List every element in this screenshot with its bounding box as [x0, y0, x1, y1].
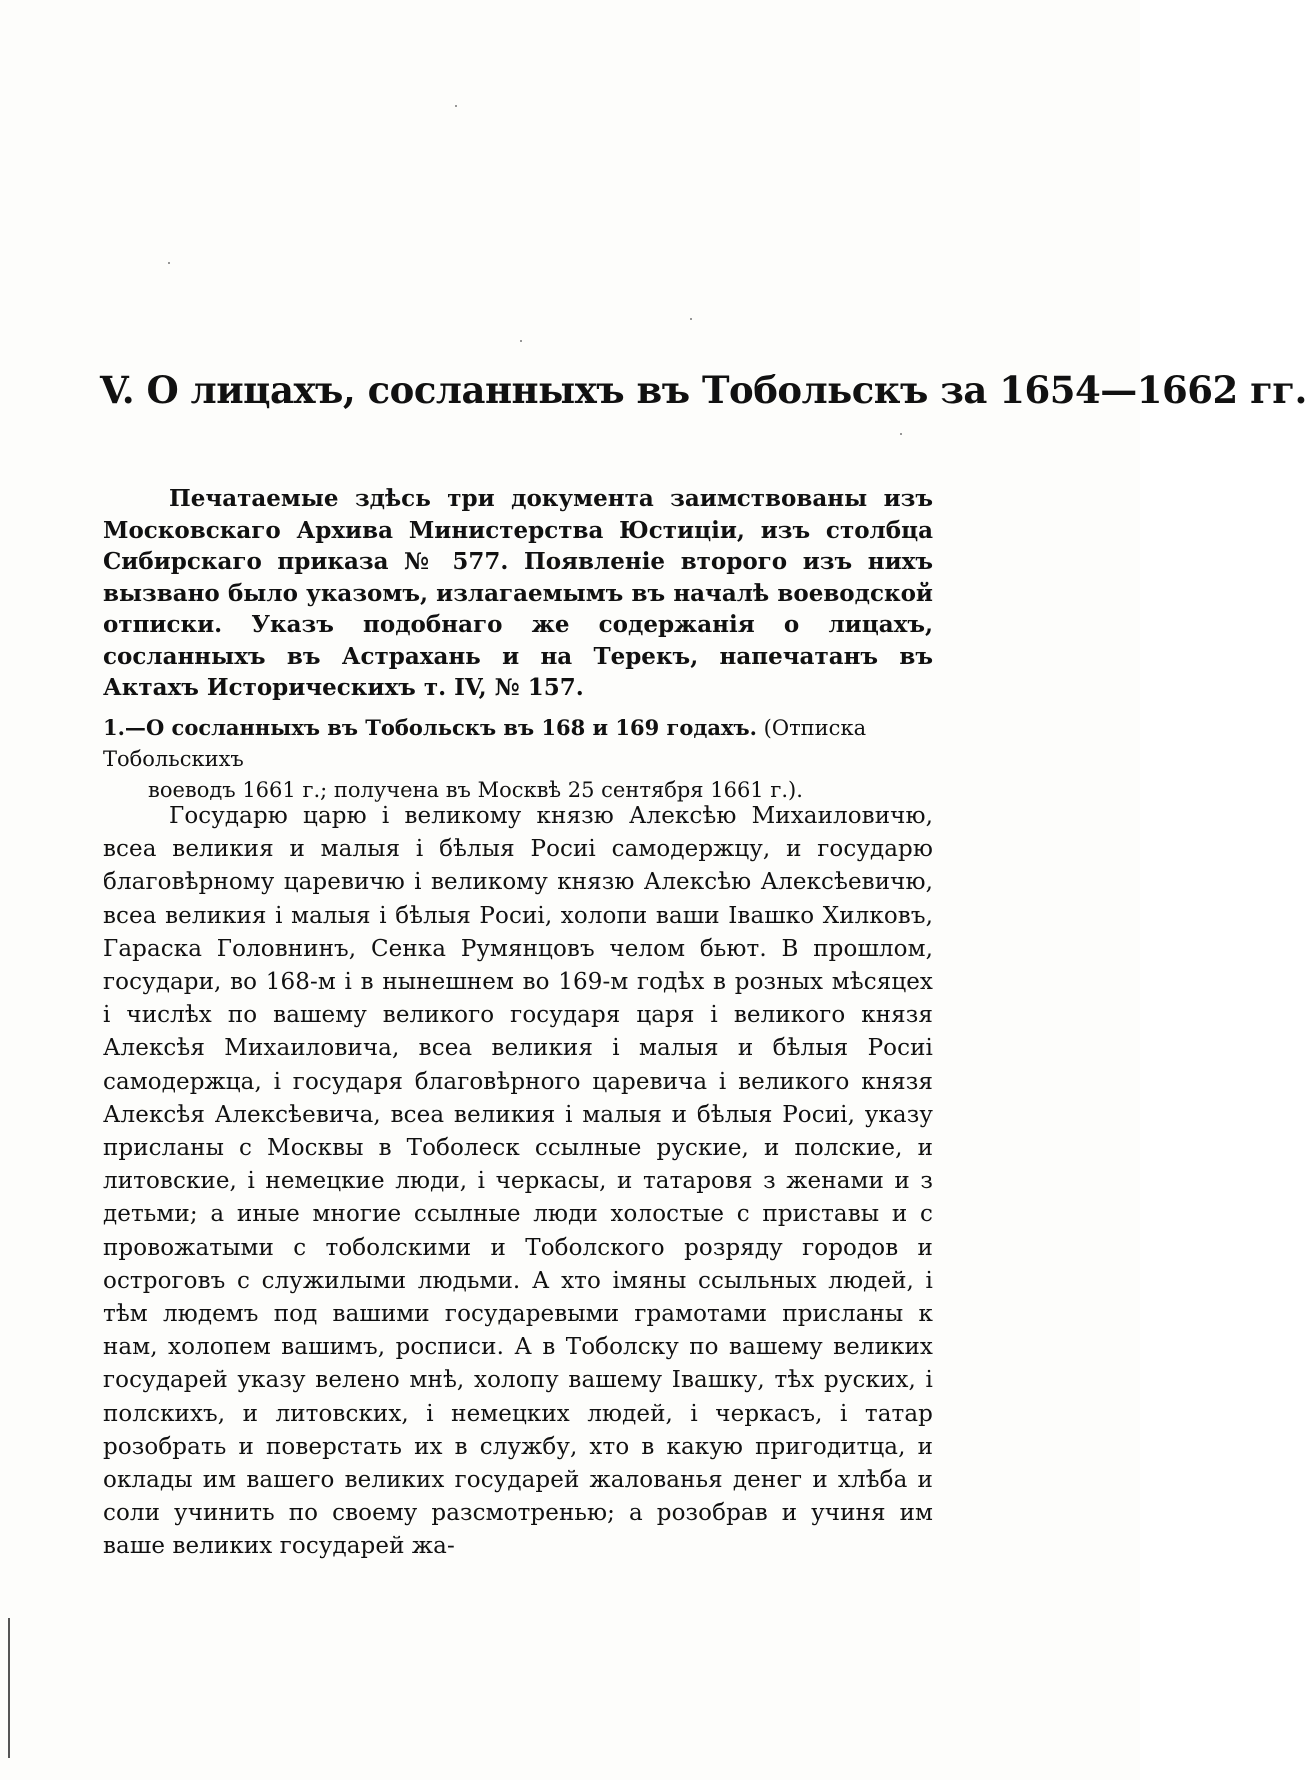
document-title: О сосланныхъ въ Тобольскъ въ 168 и 169 годахъ.	[145, 715, 757, 740]
scan-speck	[690, 318, 692, 320]
document-body	[103, 800, 933, 1564]
scan-edge-mark	[8, 1618, 10, 1758]
document-note-line1: (Отписка Тобольскихъ	[103, 716, 867, 771]
scan-speck	[455, 105, 457, 107]
scan-speck	[520, 340, 522, 342]
document-note-line2: воеводъ 1661 г.; получена въ Москвѣ 25 сентября 1661 г.).	[148, 778, 803, 802]
introduction-paragraph: Печатаемые здѣсь три документа заимствованы изъ Московскаго Архива Министерства Юстиціи, изъ столбца Сибирскаго приказа № 577. Появленіе второго изъ нихъ вызвано было указомъ, излагаемымъ въ началѣ воеводской отписки. Указъ подобнаго же содержанія о лицахъ, сосланныхъ въ Астрахань и на Терекъ, напечатанъ въ Актахъ Историческихъ т. IV, № 157.	[103, 485, 933, 701]
chapter-title: V. О лицахъ, сосланныхъ въ Тобольскъ за 1654—1662 гг.	[100, 368, 1307, 412]
scan-speck	[168, 262, 170, 264]
document-heading	[103, 712, 933, 806]
body-paragraph: Государю царю і великому князю Алексѣю Михаиловичю, всеа великия и малыя і бѣлыя Росиі самодержцу, и государю благовѣрному царевичю і великому князю Алексѣю Алексѣевичю, всеа великия і малыя і бѣлыя Росиі, холопи ваши Івашко Хилковъ, Гараска Головнинъ, Сенка Румянцовъ челом бьют. В прошлом, государи, во 168-м і в нынешнем во 169-м годѣх в розных мѣсяцех і числѣх по вашему великого государя царя і великого князя Алексѣя Михаиловича, всеа великия і малыя и бѣлыя Росиі самодержца, і государя благовѣрного царевича і великого князя Алексѣя Алексѣевича, всеа великия і малыя и бѣлыя Росиі, указу присланы с Москвы в Тоболеск ссылные руские, и полские, и литовские, і немецкие люди, і черкасы, и татаровя з женами и з детьми; а иные многие ссылные люди холостые с приставы и с провожатыми с тоболскими и Тоболского розряду городов и остроговъ с служилыми людьми. А хто імяны ссыльных людей, і тѣм людемъ под вашими государевыми грамотами присланы к нам, холопем вашимъ, росписи. А в Тоболску по вашему великих государей указу велено мнѣ, холопу вашему Івашку, тѣх руских, і полскихъ, и литовских, і немецких людей, і черкасъ, і татар розобрать и поверстать их в службу, хто в какую пригодитца, и оклады им вашего великих государей жалованья денег и хлѣба и соли учинить по своему разсмотренью; а розобрав и учиня им ваше великих государей жа-	[103, 803, 933, 1560]
document-number: 1.—	[103, 715, 146, 740]
introduction	[103, 483, 933, 704]
scan-speck	[900, 433, 902, 435]
